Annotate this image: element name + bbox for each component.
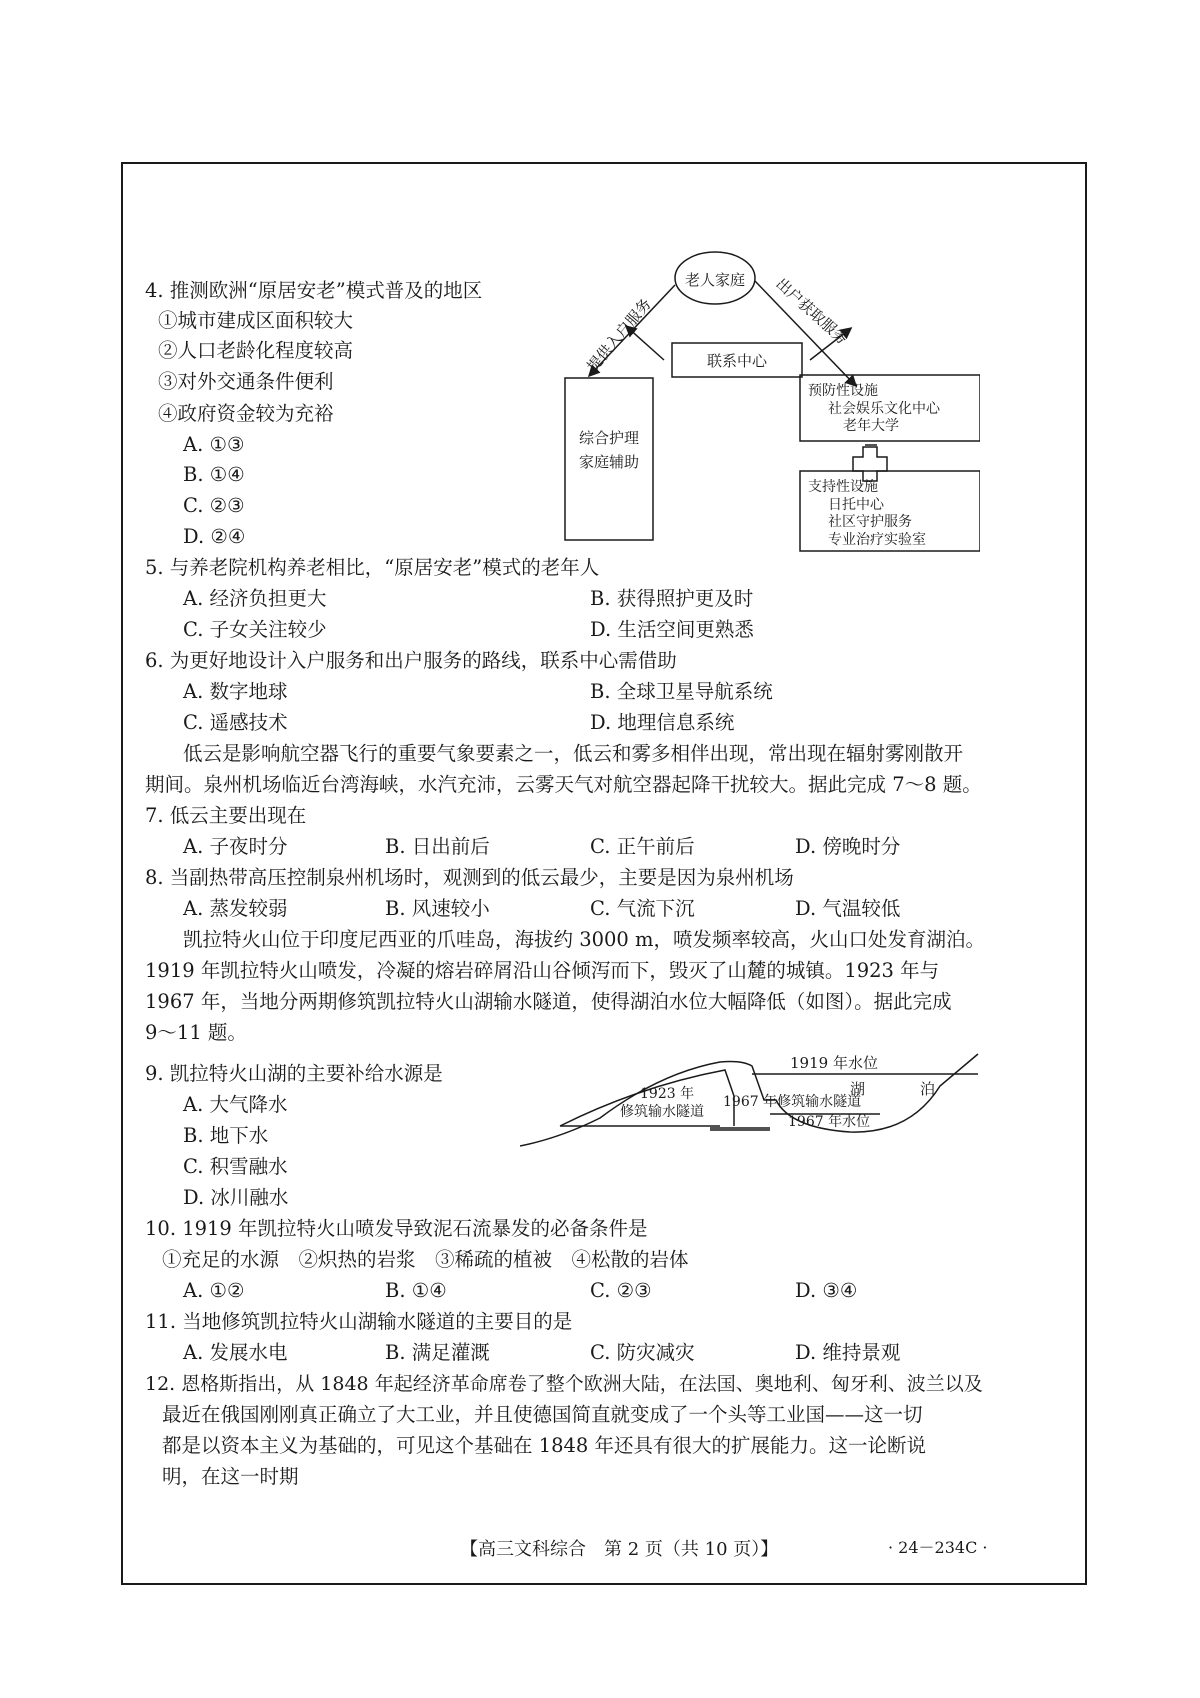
center-label: 联系中心 (706, 352, 768, 370)
tunnel-1923-label-a: 1923 年 (640, 1086, 695, 1102)
support-title: 支持性设施 (808, 479, 878, 495)
q8-option-d: D. 气温较低 (795, 897, 901, 920)
q5-option-c: C. 子女关注较少 (183, 618, 327, 641)
q5-option-a: A. 经济负担更大 (183, 587, 327, 610)
level-1967-label: 1967 年水位 (788, 1114, 871, 1130)
q8-option-b: B. 风速较小 (385, 897, 490, 920)
q6-option-b: B. 全球卫星导航系统 (590, 680, 773, 703)
in-service-label: 提供入户服务 (583, 295, 655, 376)
q6-option-d: D. 地理信息系统 (590, 711, 735, 734)
q5-stem: 5. 与养老院机构养老相比，“原居安老”模式的老年人 (145, 556, 600, 579)
q9-stem: 9. 凯拉特火山湖的主要补给水源是 (145, 1062, 443, 1085)
q4-item-2: ②人口老龄化程度较高 (158, 339, 354, 362)
q12-line-1: 12. 恩格斯指出，从 1848 年起经济革命席卷了整个欧洲大陆，在法国、奥地利、匈牙利、波兰以及 (145, 1373, 983, 1395)
q6-option-c: C. 遥感技术 (183, 711, 288, 734)
support-item-3: 专业治疗实验室 (828, 532, 926, 548)
support-item-2: 社区守护服务 (828, 514, 912, 530)
q7-option-b: B. 日出前后 (385, 835, 490, 858)
tunnel-1967-label: 1967 年修筑输水隧道 (723, 1094, 862, 1110)
passage3-line-4: 9～11 题。 (145, 1021, 247, 1044)
page-footer: 【高三文科综合 第 2 页（共 10 页）】 (460, 1539, 779, 1560)
q8-option-a: A. 蒸发较弱 (183, 897, 288, 920)
passage2-line-2: 期间。泉州机场临近台湾海峡，水汽充沛，云雾天气对航空器起降干扰较大。据此完成 7～8 题。 (145, 773, 982, 796)
lake-label-2: 泊 (920, 1080, 936, 1098)
prevent-item-1: 社会娱乐文化中心 (828, 401, 940, 417)
q7-option-d: D. 傍晚时分 (795, 835, 901, 858)
q4-item-3: ③对外交通条件便利 (158, 370, 334, 393)
lake-label-1: 湖 (850, 1080, 866, 1098)
care-line-1: 综合护理 (578, 429, 640, 447)
out-service-label: 出户获取服务 (772, 274, 852, 349)
q7-stem: 7. 低云主要出现在 (145, 804, 307, 827)
prevent-title: 预防性设施 (808, 383, 878, 399)
paper-code: · 24－234C · (888, 1538, 988, 1557)
q4-item-1: ①城市建成区面积较大 (158, 309, 354, 332)
q11-stem: 11. 当地修筑凯拉特火山湖输水隧道的主要目的是 (145, 1310, 573, 1333)
care-line-2: 家庭辅助 (578, 453, 640, 471)
q11-option-a: A. 发展水电 (183, 1341, 288, 1364)
plus-icon (853, 447, 887, 481)
q11-option-d: D. 维持景观 (795, 1341, 901, 1364)
q5-option-d: D. 生活空间更熟悉 (590, 618, 754, 641)
prevent-item-2: 老年大学 (843, 418, 899, 434)
q10-option-a: A. ①② (183, 1279, 245, 1302)
q11-option-c: C. 防灾减灾 (590, 1341, 695, 1364)
q10-option-d: D. ③④ (795, 1279, 858, 1302)
passage3-line-2: 1919 年凯拉特火山喷发，冷凝的熔岩碎屑沿山谷倾泻而下，毁灭了山麓的城镇。1923 年与 (145, 959, 940, 982)
family-label: 老人家庭 (684, 271, 746, 289)
q9-option-c: C. 积雪融水 (183, 1155, 288, 1178)
q11-option-b: B. 满足灌溉 (385, 1341, 490, 1364)
q6-stem: 6. 为更好地设计入户服务和出户服务的路线，联系中心需借助 (145, 649, 677, 672)
tunnel-1923-label-b: 修筑输水隧道 (620, 1104, 704, 1120)
q6-option-a: A. 数字地球 (183, 680, 288, 703)
q10-option-c: C. ②③ (590, 1279, 652, 1302)
support-item-1: 日托中心 (828, 497, 884, 513)
q10-items: ①充足的水源 ②炽热的岩浆 ③稀疏的植被 ④松散的岩体 (162, 1248, 689, 1271)
q8-stem: 8. 当副热带高压控制泉州机场时，观测到的低云最少，主要是因为泉州机场 (145, 866, 794, 889)
level-1919-label: 1919 年水位 (790, 1054, 878, 1072)
passage3-line-1: 凯拉特火山位于印度尼西亚的爪哇岛，海拔约 3000 m，喷发频率较高，火山口处发育湖泊。 (183, 928, 986, 951)
aging-in-place-diagram (560, 245, 980, 559)
q9-option-d: D. 冰川融水 (183, 1186, 289, 1209)
q12-line-4: 明，在这一时期 (162, 1465, 299, 1488)
q4-option-a: A. ①③ (183, 433, 245, 456)
q9-option-b: B. 地下水 (183, 1124, 269, 1147)
q4-stem: 4. 推测欧洲“原居安老”模式普及的地区 (145, 279, 483, 302)
q12-line-3: 都是以资本主义为基础的，可见这个基础在 1848 年还具有很大的扩展能力。这一论断说 (162, 1434, 927, 1457)
q7-option-c: C. 正午前后 (590, 835, 695, 858)
q7-option-a: A. 子夜时分 (183, 835, 288, 858)
q9-option-a: A. 大气降水 (183, 1093, 288, 1116)
passage3-line-3: 1967 年，当地分两期修筑凯拉特火山湖输水隧道，使得湖泊水位大幅降低（如图）。据此完成 (145, 990, 952, 1013)
q10-option-b: B. ①④ (385, 1279, 447, 1302)
q4-option-c: C. ②③ (183, 494, 245, 517)
q4-option-d: D. ②④ (183, 525, 246, 548)
q10-stem: 10. 1919 年凯拉特火山喷发导致泥石流暴发的必备条件是 (145, 1217, 648, 1240)
q5-option-b: B. 获得照护更及时 (590, 587, 754, 610)
q12-line-2: 最近在俄国刚刚真正确立了大工业，并且使德国简直就变成了一个头等工业国——这一切 (162, 1403, 923, 1426)
q8-option-c: C. 气流下沉 (590, 897, 695, 920)
volcano-cross-section (520, 1048, 980, 1164)
passage2-line-1: 低云是影响航空器飞行的重要气象要素之一，低云和雾多相伴出现，常出现在辐射雾刚散开 (183, 742, 964, 765)
q4-item-4: ④政府资金较为充裕 (158, 402, 334, 425)
q4-option-b: B. ①④ (183, 463, 245, 486)
